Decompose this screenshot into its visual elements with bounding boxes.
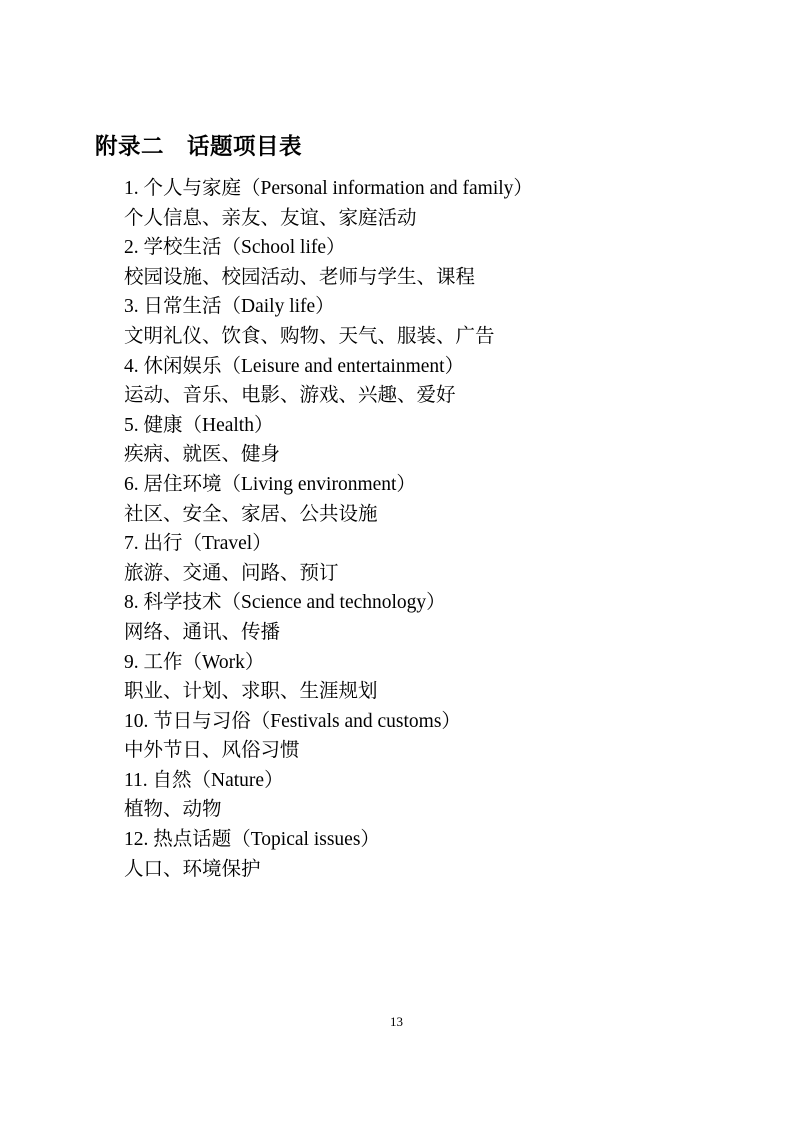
topic-heading-12: 12. 热点话题（Topical issues） [124,829,380,851]
topic-subtopics-9: 职业、计划、求职、生涯规划 [124,681,378,703]
topic-heading-5: 5. 健康（Health） [124,414,274,436]
topic-subtopics-10: 中外节日、风俗习惯 [124,740,300,762]
topic-heading-1: 1. 个人与家庭（Personal information and family） [124,178,533,199]
topic-subtopics-8: 网络、通讯、传播 [124,621,281,643]
topic-heading-9: 9. 工作（Work） [124,651,265,673]
topic-list [124,174,704,884]
topic-subtopics-2: 校园设施、校园活动、老师与学生、课程 [124,266,476,288]
topic-heading-2: 2. 学校生活（School life） [124,237,346,259]
page-title: 附录二 话题项目表 [95,134,303,159]
topic-subtopics-4: 运动、音乐、电影、游戏、兴趣、爱好 [124,385,456,407]
topic-subtopics-6: 社区、安全、家居、公共设施 [124,503,378,525]
topic-heading-10: 10. 节日与习俗（Festivals and customs） [124,710,461,732]
topic-subtopics-1: 个人信息、亲友、友谊、家庭活动 [124,207,417,229]
topic-subtopics-3: 文明礼仪、饮食、购物、天气、服装、广告 [124,325,495,347]
topic-heading-7: 7. 出行（Travel） [124,533,272,555]
topic-heading-8: 8. 科学技术（Science and technology） [124,592,446,614]
topic-subtopics-7: 旅游、交通、问路、预订 [124,562,339,584]
topic-heading-6: 6. 居住环境（Living environment） [124,473,416,495]
topic-heading-3: 3. 日常生活（Daily life） [124,296,335,318]
topic-subtopics-12: 人口、环境保护 [124,858,261,880]
topic-heading-11: 11. 自然（Nature） [124,769,284,791]
topic-subtopics-5: 疾病、就医、健身 [124,444,281,466]
topic-subtopics-11: 植物、动物 [124,799,222,821]
topic-heading-4: 4. 休闲娱乐（Leisure and entertainment） [124,355,465,377]
page-number: 13 [390,1014,403,1029]
